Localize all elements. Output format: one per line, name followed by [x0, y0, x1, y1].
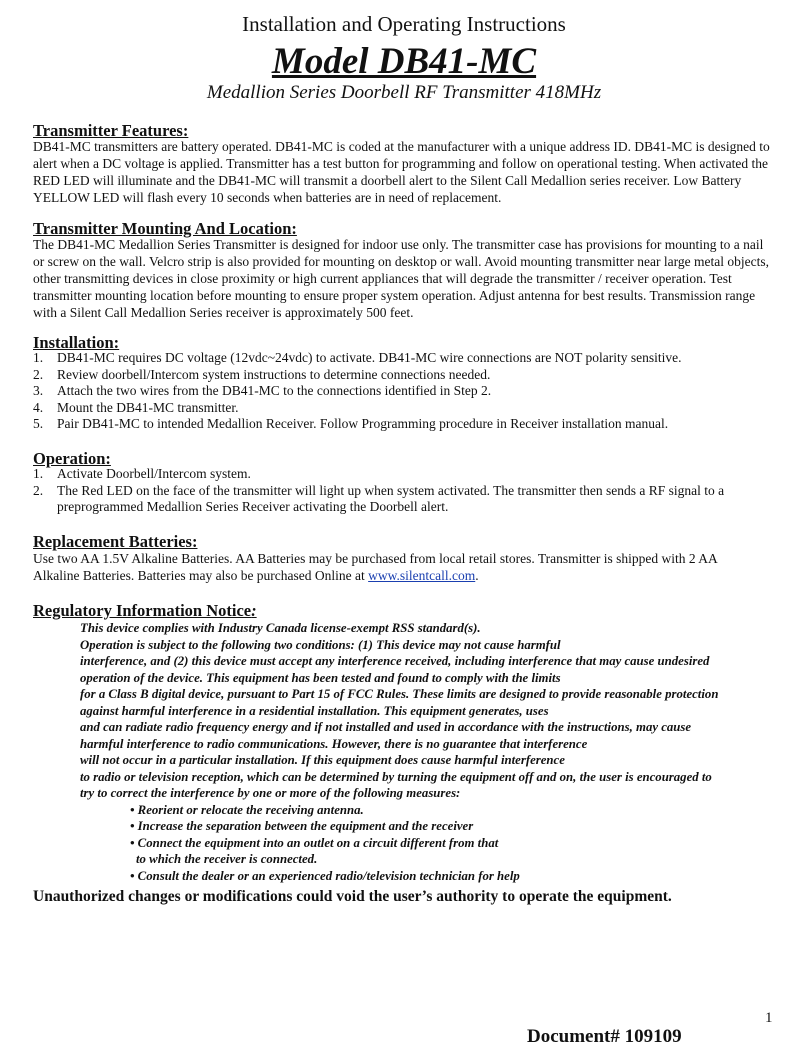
batteries-text-line1: Use two AA 1.5V Alkaline Batteries. AA Batteries may be purchased from local retail stores. Transmitter is shipped with 2 AA: [33, 551, 718, 566]
installation-heading: Installation:: [33, 333, 120, 352]
operation-steps: [33, 466, 773, 516]
mounting-text: The DB41-MC Medallion Series Transmitter is designed for indoor use only. The transmitter case has provisions for mounting to a nail or screw on the wall. Velcro strip is also provided for mounting on desktop or wall. Avoid mounting transmitter near large metal objects, other transmitting devices in close proximity or high current appliances that will degrade the transmitter / receiver operation. Test transmitter mounting location before mounting to ensure proper system operation. Adjust antenna for best results. Transmission range with a Silent Call Medallion Series receiver is approximately 500 feet.: [33, 237, 769, 320]
list-item: • Increase the separation between the equipment and the receiver: [130, 819, 474, 833]
list-item: • Consult the dealer or an experienced radio/television technician for help: [130, 868, 520, 883]
list-item: • Reorient or relocate the receiving antenna.: [130, 802, 364, 817]
list-item: • Connect the equipment into an outlet on a circuit different from that: [130, 835, 499, 850]
installation-steps: [33, 350, 783, 433]
list-item: 3. Attach the two wires from the DB41-MC to the connections identified in Step 2.: [33, 383, 492, 398]
list-item: 5. Pair DB41-MC to intended Medallion Receiver. Follow Programming procedure in Receiver installation manual.: [33, 416, 669, 431]
features-heading: Transmitter Features:: [33, 121, 189, 140]
list-item: 2. Review doorbell/Intercom system instructions to determine connections needed.: [33, 366, 491, 382]
batteries-heading: Replacement Batteries:: [33, 532, 198, 551]
product-subtitle: Medallion Series Doorbell RF Transmitter 418MHz: [206, 82, 602, 103]
operation-heading: Operation:: [33, 449, 111, 468]
page-number: 1: [765, 1010, 773, 1026]
batteries-text-line2: Alkaline Batteries. Batteries may also be purchased Online at www.silentcall.com.: [33, 568, 479, 583]
regulatory-notice: This device complies with Industry Canada license-exempt RSS standard(s). Operation is subject to the following two conditions: (1) This device may not cause harmful interference, and (2) this device must accept any interference received, including interference that may cause undesired operation of the device. This equipment has been tested and found to comply with the limits for a Class B digital device, pursuant to Part 15 of FCC Rules. These limits are designed to provide reasonable protection against harmful interference in a residential installation. This equipment generates, uses and can radiate radio frequency energy and if not installed and used in accordance with the instructions, may cause harmful interference to radio communications. However, there is no guarantee that interference will not occur in a particular installation. If this equipment does cause harmful interference to radio or television reception, which can be determined by turning the equipment off and on, the user is encouraged to try to correct the interference by one or more of the following measures: • Reorient or relocate the receiving antenna. • Increase the separation between the equipment and the receiver • Connect the equipment into an outlet on a circuit different from that to which the receiver is connected. • Consult the dealer or an experienced radio/television technician for help: [80, 621, 719, 883]
silentcall-link[interactable]: www.silentcall.com: [368, 568, 476, 583]
document-number: Document# 109109: [527, 1026, 682, 1047]
model-title: Model DB41-MC: [271, 41, 537, 82]
features-text: DB41-MC transmitters are battery operated. DB41-MC is coded at the manufacturer with a unique address ID. DB41-MC is designed to alert when a DC voltage is applied. Transmitter has a test button for programming and follow on operational testing. When activated the RED LED will illuminate and the DB41-MC will transmit a doorbell alert to the Silent Call Medallion series receiver. Low Battery YELLOW LED will flash every 10 seconds when batteries are in need of replacement.: [33, 139, 770, 205]
list-item: 2. The Red LED on the face of the transmitter will light up when system activated. The transmitter then sends a RF signal to a preprogrammed Medallion Series Receiver activating the Doorbell alert.: [33, 482, 725, 514]
document-title: Installation and Operating Instructions: [242, 12, 566, 36]
list-item: 4. Mount the DB41-MC transmitter.: [33, 399, 239, 415]
unauthorized-changes-warning: Unauthorized changes or modifications could void the user’s authority to operate the equipment.: [33, 888, 672, 905]
mounting-heading: Transmitter Mounting And Location:: [33, 219, 297, 238]
regulatory-heading: Regulatory Information Notice:: [33, 601, 257, 620]
list-item: 1. Activate Doorbell/Intercom system.: [33, 466, 251, 481]
list-item: 1. DB41-MC requires DC voltage (12vdc~24vdc) to activate. DB41-MC wire connections are NOT polarity sensitive.: [33, 350, 682, 365]
